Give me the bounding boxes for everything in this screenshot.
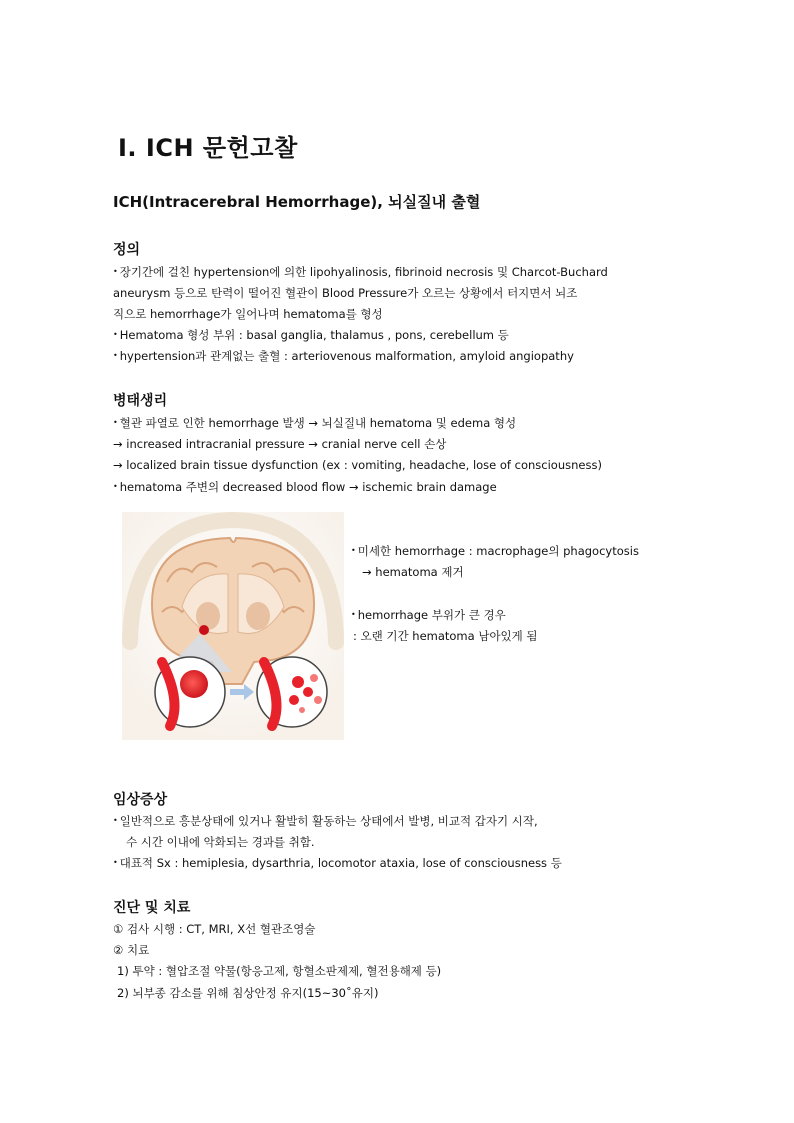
bullet-icon: • (113, 816, 118, 825)
symptoms-line-2: 수 시간 이내에 악화되는 경과를 취함. (126, 835, 315, 849)
brain-hemorrhage-image (122, 512, 344, 740)
symptoms-line-1: • 일반적으로 흥분상태에 있거나 활발히 활동하는 상태에서 발병, 비교적 갑자기 시작, (113, 814, 538, 828)
bullet-icon: • (113, 330, 118, 339)
figure-note-2: → hematoma 제거 (362, 565, 464, 579)
definition-line-5: • hypertension과 관계없는 출혈 : arteriovenous malformation, amyloid angiopathy (113, 349, 574, 363)
bullet-icon: • (351, 546, 356, 555)
bullet-icon: • (113, 858, 118, 867)
figure-note-3: • hemorrhage 부위가 큰 경우 (351, 608, 506, 622)
definition-heading: 정의 (113, 242, 141, 258)
bullet-icon: • (113, 482, 118, 491)
brain-hemorrhage-illustration (122, 512, 344, 740)
figure-note-4: : 오랜 기간 hematoma 남아있게 됨 (353, 629, 538, 643)
pathophysiology-line-2: → increased intracranial pressure → cranial nerve cell 손상 (113, 437, 447, 451)
symptoms-heading: 임상증상 (113, 792, 168, 808)
pathophysiology-heading: 병태생리 (113, 393, 168, 409)
bullet-icon: • (113, 351, 118, 360)
figure-note-1: • 미세한 hemorrhage : macrophage의 phagocytosis (351, 544, 639, 558)
diagnosis-line-3: 1) 투약 : 혈압조절 약물(항응고제, 항혈소판제제, 혈전용해제 등) (117, 964, 442, 978)
bullet-icon: • (113, 418, 118, 427)
document-subtitle: ICH(Intracerebral Hemorrhage), 뇌실질내 출혈 (113, 193, 481, 211)
diagnosis-heading: 진단 및 치료 (113, 900, 191, 916)
bullet-icon: • (113, 267, 118, 276)
bullet-icon: • (351, 610, 356, 619)
definition-line-1: • 장기간에 걸친 hypertension에 의한 lipohyalinosis, fibrinoid necrosis 및 Charcot-Buchard (113, 265, 608, 279)
symptoms-line-3: • 대표적 Sx : hemiplesia, dysarthria, locomotor ataxia, lose of consciousness 등 (113, 856, 562, 870)
pathophysiology-line-4: • hematoma 주변의 decreased blood flow → ischemic brain damage (113, 480, 497, 494)
diagnosis-line-1: ① 검사 시행 : CT, MRI, X선 혈관조영술 (113, 922, 316, 936)
diagnosis-line-4: 2) 뇌부종 감소를 위해 침상안정 유지(15~30˚유지) (117, 986, 379, 1000)
pathophysiology-line-1: • 혈관 파열로 인한 hemorrhage 발생 → 뇌실질내 hematoma 및 edema 형성 (113, 416, 517, 430)
pathophysiology-line-3: → localized brain tissue dysfunction (ex : vomiting, headache, lose of consciousness) (113, 458, 602, 472)
definition-line-2: aneurysm 등으로 탄력이 떨어진 혈관이 Blood Pressure가 오르는 상황에서 터지면서 뇌조 (113, 286, 578, 300)
definition-line-3: 직으로 hemorrhage가 일어나며 hematoma를 형성 (113, 307, 383, 321)
definition-line-4: • Hematoma 형성 부위 : basal ganglia, thalamus , pons, cerebellum 등 (113, 328, 509, 342)
diagnosis-line-2: ② 치료 (113, 943, 150, 957)
page-title: Ⅰ. ICH 문헌고찰 (118, 134, 298, 162)
